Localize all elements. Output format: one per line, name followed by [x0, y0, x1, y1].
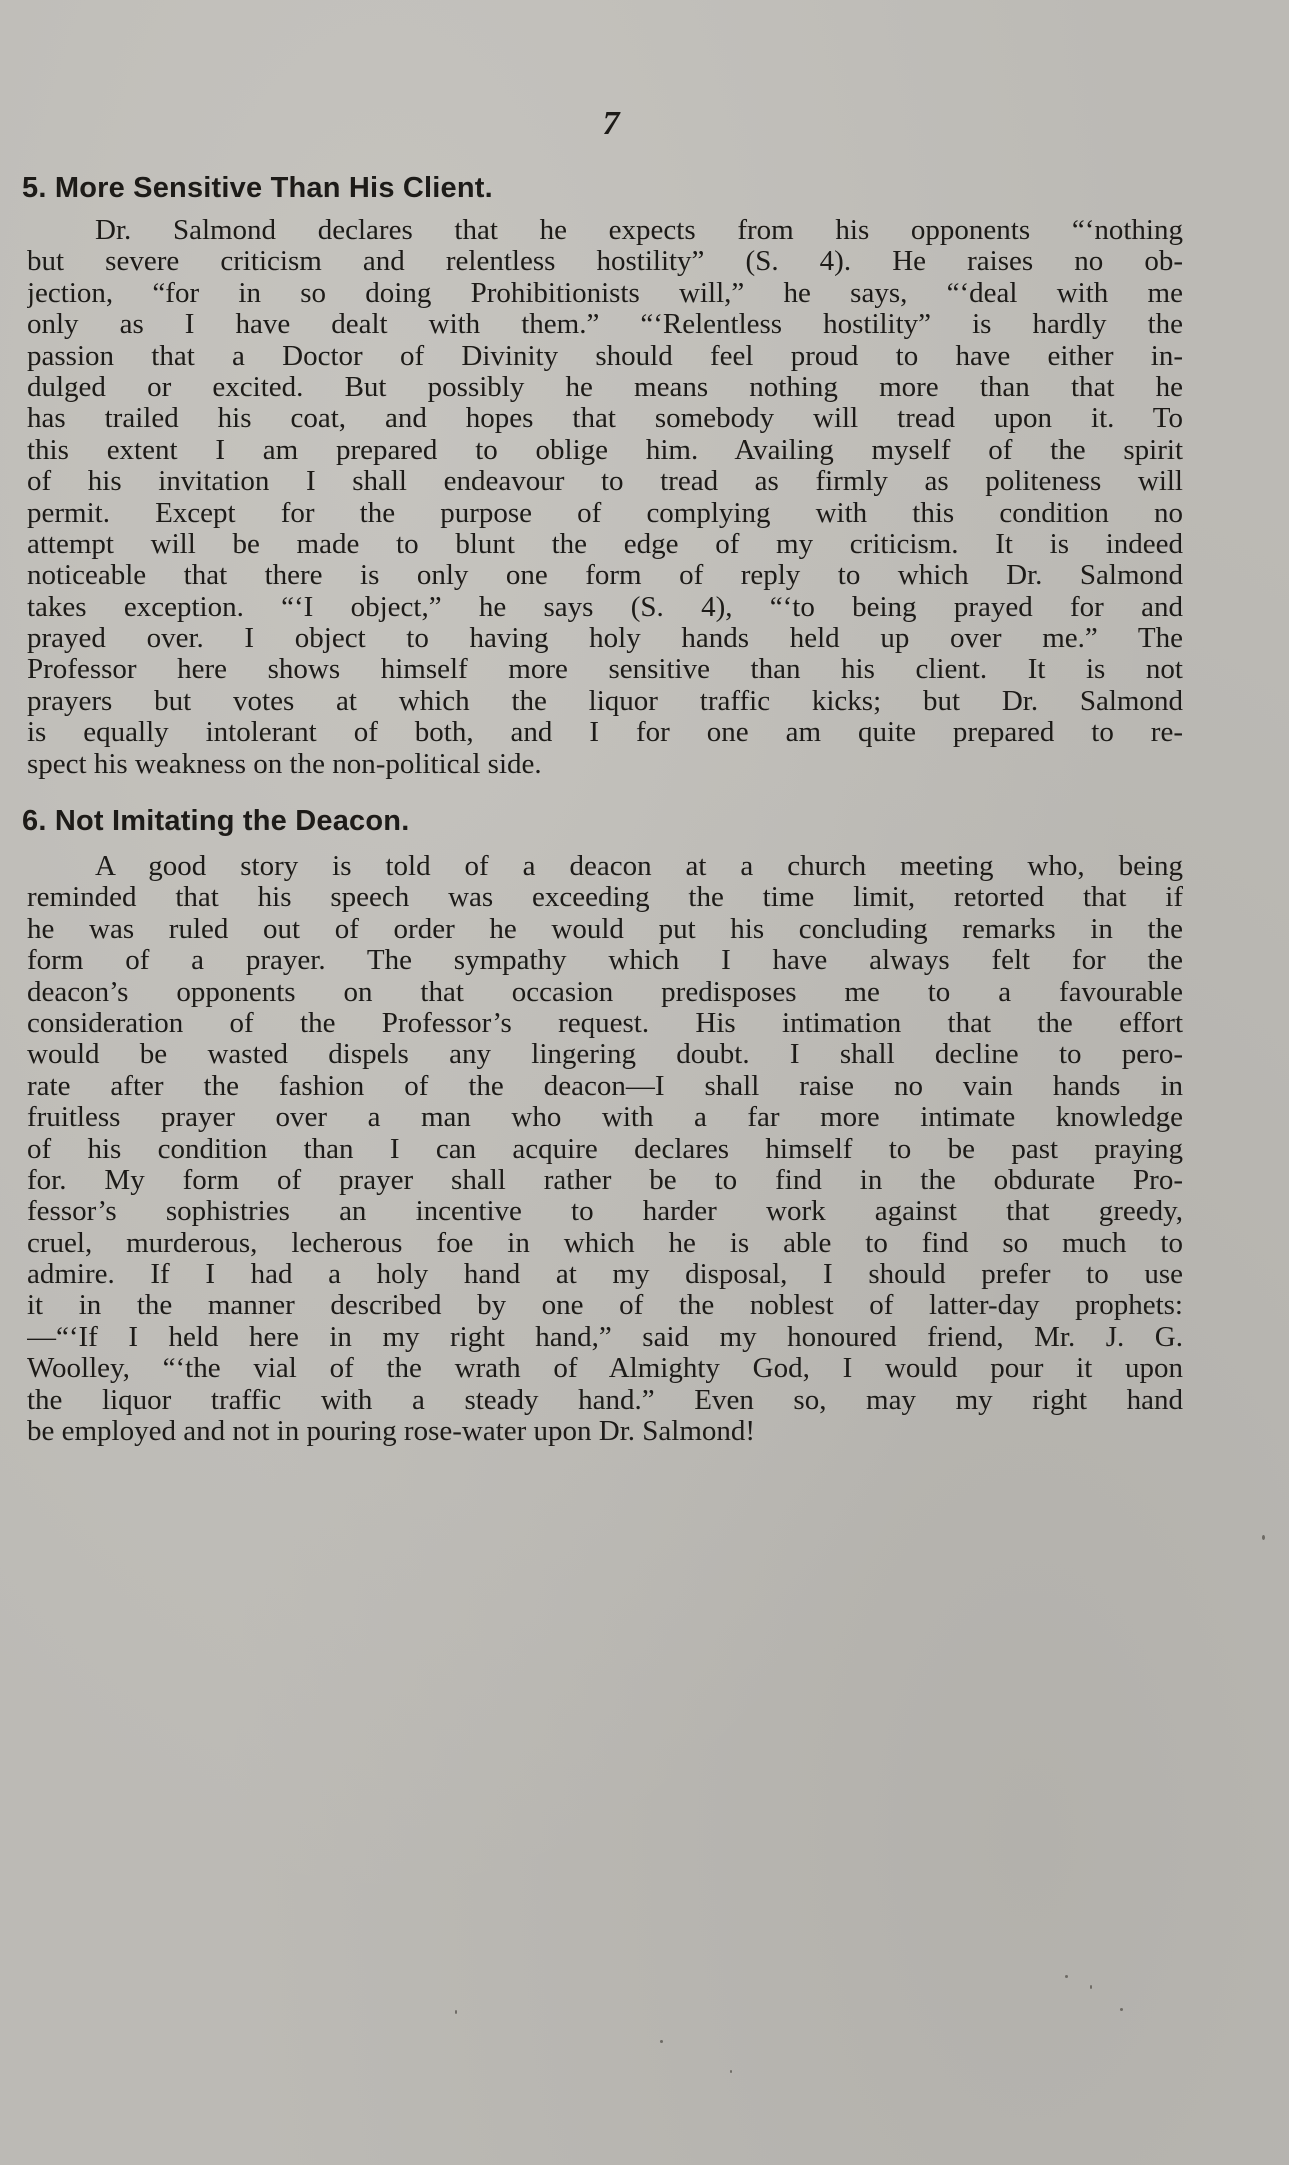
paragraph-line: attempt will be made to blunt the edge of my criticism. It is indeed: [27, 528, 1183, 560]
paper-speck: [1065, 1975, 1068, 1978]
paragraph-line: form of a prayer. The sympathy which I have always felt for the: [27, 945, 1183, 977]
paragraph-line: dulged or excited. But possibly he means nothing more than that he: [27, 371, 1183, 403]
page-number: 7: [602, 105, 620, 142]
paragraph-line: takes exception. “‘I object,” he says (S. 4), “‘to being prayed for and: [27, 591, 1183, 623]
paragraph-line: but severe criticism and relentless hostility” (S. 4). He raises no ob-: [27, 246, 1183, 278]
section-5-heading: 5. More Sensitive Than His Client.: [22, 172, 493, 204]
paragraph-line: Professor here shows himself more sensitive than his client. It is not: [27, 654, 1183, 686]
paragraph-line: of his condition than I can acquire declares himself to be past praying: [27, 1133, 1183, 1165]
paragraph-line: prayers but votes at which the liquor traffic kicks; but Dr. Salmond: [27, 685, 1183, 717]
paragraph-line: it in the manner described by one of the noblest of latter-day prophets:: [27, 1290, 1183, 1322]
paragraph-line: of his invitation I shall endeavour to tread as firmly as politeness will: [27, 466, 1183, 498]
section-6-paragraph: [27, 851, 1183, 1447]
paragraph-line: spect his weakness on the non-political side.: [27, 748, 542, 780]
paper-speck: [660, 2040, 663, 2043]
paragraph-line: A good story is told of a deacon at a church meeting who, being: [95, 851, 1183, 882]
paragraph-line: Woolley, “‘the vial of the wrath of Almighty God, I would pour it upon: [27, 1353, 1183, 1385]
paragraph-line: cruel, murderous, lecherous foe in which he is able to find so much to: [27, 1227, 1183, 1259]
section-5-paragraph: [27, 215, 1183, 780]
paragraph-line: only as I have dealt with them.” “‘Relentless hostility” is hardly the: [27, 309, 1183, 341]
paragraph-line: prayed over. I object to having holy hands held up over me.” The: [27, 623, 1183, 655]
paragraph-line: rate after the fashion of the deacon—I shall raise no vain hands in: [27, 1070, 1183, 1102]
paragraph-line: has trailed his coat, and hopes that somebody will tread upon it. To: [27, 403, 1183, 435]
paper-speck: [1120, 2008, 1123, 2011]
paragraph-line: reminded that his speech was exceeding the time limit, retorted that if: [27, 882, 1183, 914]
paper-speck: [730, 2070, 732, 2073]
paper-speck: [1090, 1985, 1092, 1989]
paragraph-line: be employed and not in pouring rose-water upon Dr. Salmond!: [27, 1416, 756, 1448]
paragraph-line: fruitless prayer over a man who with a far more intimate knowledge: [27, 1102, 1183, 1134]
paragraph-line: the liquor traffic with a steady hand.” Even so, may my right hand: [27, 1384, 1183, 1416]
paragraph-line: admire. If I had a holy hand at my disposal, I should prefer to use: [27, 1259, 1183, 1291]
paragraph-line: fessor’s sophistries an incentive to harder work against that greedy,: [27, 1196, 1183, 1228]
paragraph-line: jection, “for in so doing Prohibitionists will,” he says, “‘deal with me: [27, 277, 1183, 309]
paragraph-line: passion that a Doctor of Divinity should feel proud to have either in-: [27, 340, 1183, 372]
paragraph-line: he was ruled out of order he would put his concluding remarks in the: [27, 913, 1183, 945]
paragraph-line: is equally intolerant of both, and I for one am quite prepared to re-: [27, 717, 1183, 749]
paragraph-line: would be wasted dispels any lingering doubt. I shall decline to pero-: [27, 1039, 1183, 1071]
paragraph-line: —“‘If I held here in my right hand,” said my honoured friend, Mr. J. G.: [27, 1321, 1183, 1353]
paragraph-line: this extent I am prepared to oblige him. Availing myself of the spirit: [27, 434, 1183, 466]
section-6-heading: 6. Not Imitating the Deacon.: [22, 805, 410, 837]
paper-speck: [455, 2010, 457, 2014]
paragraph-line: permit. Except for the purpose of complying with this condition no: [27, 497, 1183, 529]
paragraph-line: consideration of the Professor’s request. His intimation that the effort: [27, 1007, 1183, 1039]
paragraph-line: noticeable that there is only one form of reply to which Dr. Salmond: [27, 560, 1183, 592]
paper-speck: [1262, 1535, 1265, 1540]
paragraph-line: deacon’s opponents on that occasion predisposes me to a favourable: [27, 976, 1183, 1008]
paragraph-line: Dr. Salmond declares that he expects from his opponents “‘nothing: [95, 215, 1183, 246]
paragraph-line: for. My form of prayer shall rather be to find in the obdurate Pro-: [27, 1164, 1183, 1196]
